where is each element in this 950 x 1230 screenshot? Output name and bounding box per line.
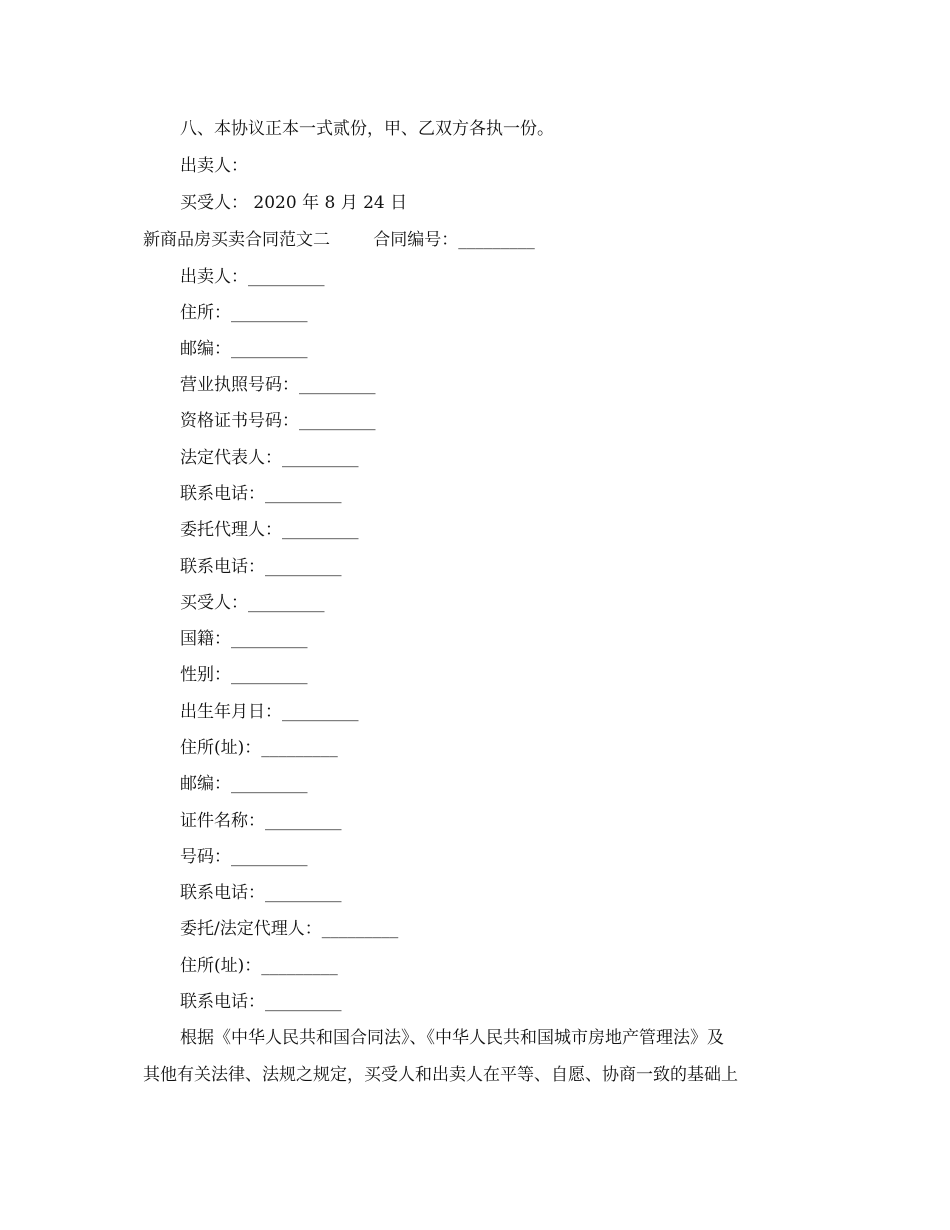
field-buyer-agent-phone: 联系电话：_________ <box>180 992 342 1012</box>
buyer-signature-date-line: 买受人： 2020 年 8 月 24 日 <box>180 193 408 213</box>
field-authorized-agent: 委托代理人：_________ <box>180 520 359 540</box>
clause-eight: 八、本协议正本一式贰份，甲、乙双方各执一份。 <box>180 119 554 139</box>
field-seller-postcode: 邮编：_________ <box>180 339 308 359</box>
body-paragraph-line-2: 其他有关法律、法规之规定，买受人和出卖人在平等、自愿、协商一致的基础上 <box>143 1065 738 1085</box>
field-qualification-certificate: 资格证书号码：_________ <box>180 411 376 431</box>
field-seller: 出卖人：_________ <box>180 267 325 287</box>
field-buyer-agent: 委托/法定代理人：_________ <box>180 919 399 939</box>
field-buyer: 买受人：_________ <box>180 593 325 613</box>
field-seller-address: 住所：_________ <box>180 303 308 323</box>
field-buyer-phone: 联系电话：_________ <box>180 883 342 903</box>
contract-title-number-line: 新商品房买卖合同范文二 合同编号：_________ <box>143 230 535 250</box>
seller-signature-line: 出卖人： <box>180 156 248 176</box>
field-buyer-address: 住所(址)：_________ <box>180 738 338 758</box>
field-id-number: 号码：_________ <box>180 847 308 867</box>
field-buyer-postcode: 邮编：_________ <box>180 774 308 794</box>
field-id-document-type: 证件名称：_________ <box>180 811 342 831</box>
field-birth-date: 出生年月日：_________ <box>180 702 359 722</box>
field-legal-representative: 法定代表人：_________ <box>180 448 359 468</box>
field-buyer-agent-address: 住所(址)：_________ <box>180 956 338 976</box>
field-business-license: 营业执照号码：_________ <box>180 375 376 395</box>
field-nationality: 国籍：_________ <box>180 629 308 649</box>
body-paragraph-line-1: 根据《中华人民共和国合同法》、《中华人民共和国城市房地产管理法》及 <box>180 1028 724 1048</box>
field-agent-phone: 联系电话：_________ <box>180 557 342 577</box>
field-gender: 性别：_________ <box>180 665 308 685</box>
field-seller-phone: 联系电话：_________ <box>180 484 342 504</box>
